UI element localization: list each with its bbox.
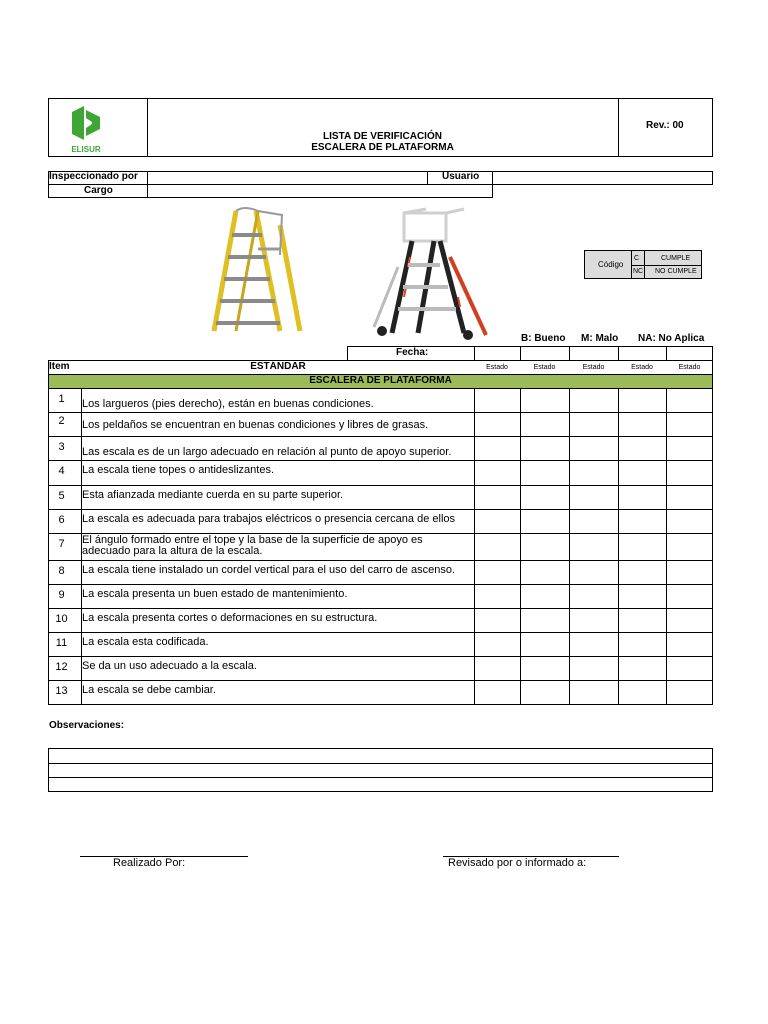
logo-text: ELISUR <box>71 145 101 154</box>
status-cell[interactable] <box>667 389 712 412</box>
info-divider <box>427 171 428 185</box>
observations-label: Observaciones: <box>49 720 125 731</box>
status-cell[interactable] <box>667 609 712 632</box>
date-divider <box>569 346 570 361</box>
status-header-1: Estado <box>486 364 508 371</box>
title-line-2: ESCALERA DE PLATAFORMA <box>311 142 454 153</box>
date-divider <box>520 346 521 361</box>
code-c-meaning: CUMPLE <box>661 255 691 262</box>
status-cell[interactable] <box>619 486 666 509</box>
row-number: 7 <box>58 538 65 550</box>
position-field[interactable] <box>148 185 492 197</box>
row-number: 5 <box>58 490 65 502</box>
row-number: 1 <box>58 393 65 405</box>
status-cell[interactable] <box>619 534 666 560</box>
status-header-5: Estado <box>678 364 701 371</box>
status-cell[interactable] <box>619 389 666 412</box>
status-cell[interactable] <box>521 681 569 704</box>
row-standard-text: Los largueros (pies derecho), están en buenas condiciones. <box>82 398 374 410</box>
status-cell[interactable] <box>570 389 618 412</box>
status-cell[interactable] <box>667 534 712 560</box>
user-label: Usuario <box>442 171 480 182</box>
status-cell[interactable] <box>475 486 520 509</box>
row-standard-text: La escala presenta cortes o deformaciones en su estructura. <box>82 612 378 624</box>
reviewed-by-label: Revisado por o informado a: <box>448 857 587 869</box>
status-cell[interactable] <box>619 609 666 632</box>
date-label: Fecha: <box>396 347 429 358</box>
status-cell[interactable] <box>475 510 520 533</box>
code-label: Código <box>598 260 624 269</box>
status-cell[interactable] <box>521 534 569 560</box>
status-cell[interactable] <box>619 561 666 584</box>
status-cell[interactable] <box>619 681 666 704</box>
revision-label: Rev.: 00 <box>646 120 684 131</box>
status-cell[interactable] <box>521 585 569 608</box>
row-number: 9 <box>58 589 65 601</box>
observations-line <box>48 777 713 778</box>
status-cell[interactable] <box>619 510 666 533</box>
status-cell[interactable] <box>570 461 618 485</box>
status-cell[interactable] <box>667 486 712 509</box>
status-cell[interactable] <box>570 609 618 632</box>
inspected-by-label: Inspeccionado por <box>49 171 138 182</box>
position-label: Cargo <box>84 185 113 196</box>
status-cell[interactable] <box>475 437 520 460</box>
done-by-label: Realizado Por: <box>113 857 186 869</box>
item-header: Item <box>49 361 70 372</box>
status-cell[interactable] <box>667 461 712 485</box>
safety-cage-ladder-image <box>368 207 494 343</box>
date-divider <box>666 346 667 361</box>
status-cell[interactable] <box>667 633 712 656</box>
status-cell[interactable] <box>619 413 666 436</box>
status-cell[interactable] <box>667 585 712 608</box>
user-field[interactable] <box>493 172 712 184</box>
date-divider <box>618 346 619 361</box>
status-cell[interactable] <box>475 413 520 436</box>
code-c: C <box>634 255 640 262</box>
status-cell[interactable] <box>570 657 618 680</box>
row-number: 10 <box>55 613 68 625</box>
row-standard-text: Esta afianzada mediante cuerda en su parte superior. <box>82 489 344 501</box>
status-cell[interactable] <box>570 486 618 509</box>
row-number: 3 <box>58 441 65 453</box>
status-cell[interactable] <box>570 585 618 608</box>
status-cell[interactable] <box>619 657 666 680</box>
status-cell[interactable] <box>570 510 618 533</box>
row-standard-text: La escala es adecuada para trabajos eléctricos o presencia cercana de ellos <box>82 513 456 525</box>
status-cell[interactable] <box>570 681 618 704</box>
observations-line <box>48 763 713 764</box>
status-cell[interactable] <box>667 437 712 460</box>
status-cell[interactable] <box>667 657 712 680</box>
status-header-2: Estado <box>533 364 556 371</box>
status-header-3: Estado <box>582 364 605 371</box>
status-cell[interactable] <box>619 437 666 460</box>
status-cell[interactable] <box>570 413 618 436</box>
status-cell[interactable] <box>667 413 712 436</box>
status-cell[interactable] <box>521 413 569 436</box>
code-divider <box>631 265 702 266</box>
status-cell[interactable] <box>619 633 666 656</box>
status-cell[interactable] <box>475 609 520 632</box>
status-cell[interactable] <box>667 561 712 584</box>
row-standard-text: Los peldaños se encuentran en buenas condiciones y libres de grasas. <box>82 419 429 431</box>
section-title: ESCALERA DE PLATAFORMA <box>309 375 452 386</box>
legend-good: B: Bueno <box>521 333 566 344</box>
form-title <box>147 131 618 153</box>
inspected-by-field[interactable] <box>148 172 426 184</box>
row-number: 2 <box>58 415 65 427</box>
status-cell[interactable] <box>475 585 520 608</box>
status-cell[interactable] <box>521 461 569 485</box>
row-standard-text: Las escala es de un largo adecuado en relación al punto de apoyo superior. <box>82 446 452 458</box>
standard-header: ESTÁNDAR <box>250 361 306 372</box>
code-nc: NC <box>633 268 644 275</box>
row-number: 11 <box>55 637 68 649</box>
row-standard-text: La escala presenta un buen estado de mantenimiento. <box>82 588 348 600</box>
row-standard-text: Se da un uso adecuado a la escala. <box>82 660 257 672</box>
status-cell[interactable] <box>570 633 618 656</box>
status-cell[interactable] <box>521 389 569 412</box>
status-cell[interactable] <box>475 561 520 584</box>
date-divider <box>474 346 475 361</box>
header-divider-right <box>618 98 619 157</box>
observations-box[interactable] <box>48 748 713 792</box>
legend-bad: M: Malo <box>581 333 619 344</box>
status-cell[interactable] <box>521 609 569 632</box>
status-cell[interactable] <box>667 510 712 533</box>
status-cell[interactable] <box>475 534 520 560</box>
company-logo <box>66 104 106 154</box>
platform-ladder-image <box>196 205 308 355</box>
status-cell[interactable] <box>475 389 520 412</box>
status-cell[interactable] <box>475 461 520 485</box>
status-cell[interactable] <box>521 561 569 584</box>
legend-na: NA: No Aplica <box>638 333 705 344</box>
status-cell[interactable] <box>521 657 569 680</box>
status-cell[interactable] <box>521 633 569 656</box>
row-number: 6 <box>58 514 65 526</box>
status-cell[interactable] <box>521 510 569 533</box>
status-cell[interactable] <box>521 437 569 460</box>
row-standard-text: El ángulo formado entre el tope y la base de la superficie de apoyo es adecuado para la altura de la escala. <box>82 534 423 557</box>
status-cell[interactable] <box>475 657 520 680</box>
status-cell[interactable] <box>619 461 666 485</box>
title-line-1: LISTA DE VERIFICACIÓN <box>323 131 442 142</box>
row-number: 12 <box>55 661 68 673</box>
status-cell[interactable] <box>521 486 569 509</box>
status-cell[interactable] <box>619 585 666 608</box>
row-number: 13 <box>55 685 68 697</box>
status-cell[interactable] <box>475 633 520 656</box>
row-standard-text: La escala tiene topes o antideslizantes. <box>82 464 275 476</box>
status-cell[interactable] <box>570 561 618 584</box>
status-cell[interactable] <box>667 681 712 704</box>
row-number: 4 <box>58 465 65 477</box>
row-standard-text: La escala tiene instalado un cordel vertical para el uso del carro de ascenso. <box>82 564 456 576</box>
status-header-4: Estado <box>631 364 653 371</box>
status-cell[interactable] <box>570 534 618 560</box>
row-standard-text: La escala se debe cambiar. <box>82 684 216 696</box>
row-standard-text: La escala esta codificada. <box>82 636 209 648</box>
code-nc-meaning: NO CUMPLE <box>655 268 697 275</box>
row-number: 8 <box>58 565 65 577</box>
status-cell[interactable] <box>475 681 520 704</box>
status-cell[interactable] <box>570 437 618 460</box>
